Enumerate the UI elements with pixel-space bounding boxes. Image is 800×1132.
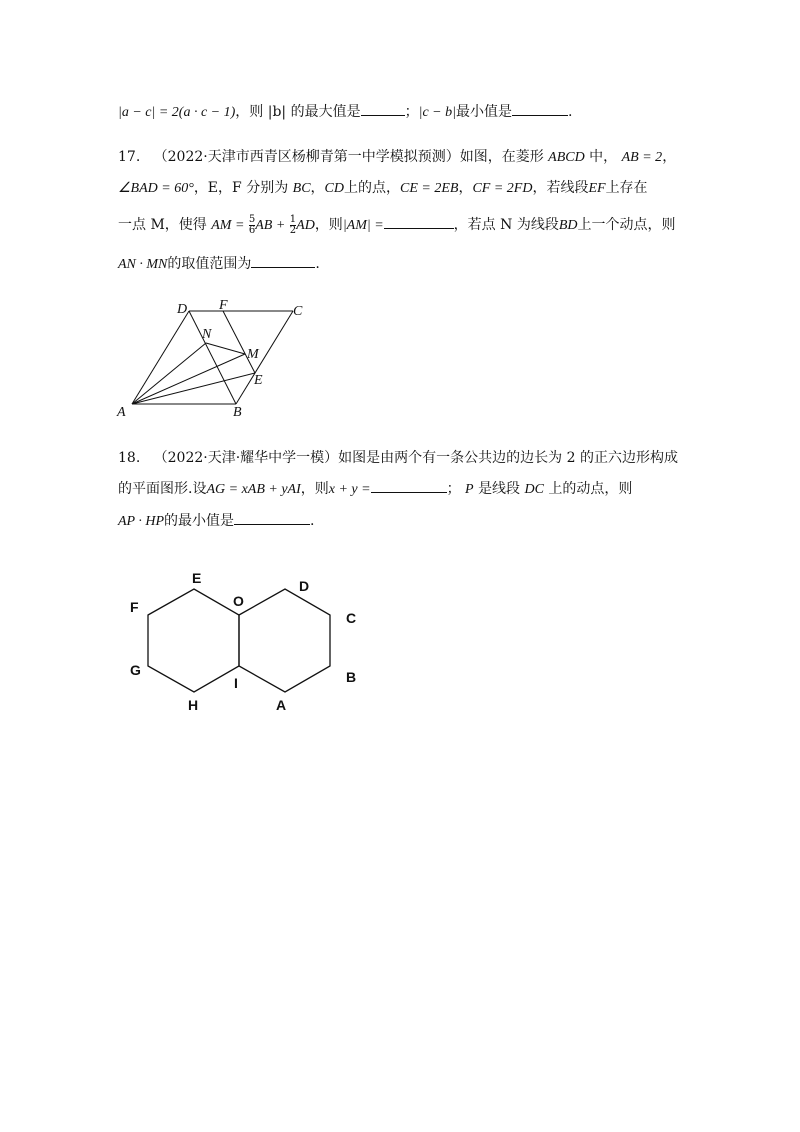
label-E: E	[192, 570, 202, 586]
q18-expr: AP · HP	[118, 514, 165, 529]
right-hexagon	[239, 589, 330, 692]
rhombus-figure	[115, 296, 315, 426]
q17-text: ，	[458, 180, 473, 196]
q17-rhombus: ABCD	[548, 150, 585, 165]
top-line	[118, 101, 572, 123]
q18-text: 如图是由两个有一条公共边的边长为 2 的正六边形构成	[338, 450, 678, 466]
q17-text: ，若线段	[532, 180, 589, 196]
q17-text: ，则	[314, 217, 343, 233]
frac-den: 6	[248, 224, 256, 236]
q17-line-2	[118, 178, 648, 199]
hexagon-figure	[120, 560, 380, 720]
q17-text: 的取值范围为	[167, 256, 252, 272]
q18-xy-expr: x + y =	[328, 482, 371, 497]
segment-NM	[206, 343, 245, 354]
label-E: E	[254, 373, 263, 388]
label-A: A	[117, 405, 126, 420]
q17-ad-term: AD	[296, 218, 315, 233]
q18-line-1	[118, 448, 678, 468]
q17-line-1	[118, 147, 676, 168]
q18-text: 的平面图形.设	[118, 481, 207, 497]
segment-BC	[236, 311, 293, 404]
label-F: F	[130, 599, 139, 615]
answer-blank	[384, 214, 454, 229]
q18-ag-expr: AG = xAB + yAI	[206, 482, 301, 497]
q17-bc: BC	[292, 181, 311, 196]
segment-FE	[223, 311, 255, 373]
label-D: D	[299, 578, 310, 594]
q17-text: ，	[662, 149, 677, 165]
label-C: C	[293, 304, 303, 319]
frac-den: 2	[289, 224, 297, 236]
q17-ab-term: AB +	[255, 218, 286, 233]
answer-blank	[361, 101, 405, 116]
label-I: I	[234, 675, 238, 691]
q17-bd: BD	[558, 218, 578, 233]
q17-source: （2022·天津市西青区杨柳青第一中学模拟预测）	[153, 149, 460, 165]
q18-dc: DC	[524, 482, 544, 497]
q18-text: 的最小值是	[164, 513, 235, 529]
q17-line-4	[118, 253, 320, 275]
label-H: H	[188, 697, 199, 713]
q18-line-3	[118, 510, 314, 532]
label-M: M	[247, 347, 259, 362]
answer-blank	[371, 478, 447, 493]
top-expr-2: |c − b|	[418, 105, 456, 120]
q17-number: 17.	[118, 149, 141, 165]
q17-text: ，若点 N 为线段	[453, 217, 559, 233]
q18-source: （2022·天津·耀华中学一模）	[153, 450, 339, 466]
answer-blank	[251, 253, 315, 268]
label-N: N	[202, 327, 212, 342]
q18-p: P	[465, 482, 474, 497]
q17-ce-eq: CE = 2EB	[400, 181, 459, 196]
top-text-1: ，则 |b| 的最大值是	[235, 104, 361, 120]
q18-text: 是线段	[478, 481, 521, 497]
label-C: C	[346, 610, 357, 626]
q17-am-lhs: AM =	[211, 218, 245, 233]
left-hexagon	[148, 589, 239, 692]
q17-text: 上存在	[605, 180, 648, 196]
q17-ef: EF	[588, 181, 606, 196]
top-end: .	[567, 104, 573, 120]
q17-cf-eq: CF = 2FD	[472, 181, 533, 196]
q18-text: ；	[446, 481, 461, 497]
top-text-2: 最小值是	[455, 104, 512, 120]
q18-number: 18.	[118, 450, 141, 466]
q17-am-abs: |AM| =	[342, 218, 384, 233]
q18-line-2	[118, 478, 632, 500]
label-O: O	[233, 593, 244, 609]
answer-blank	[234, 510, 310, 525]
segment-AM	[132, 354, 245, 404]
q17-text: .	[315, 256, 320, 272]
q17-cd: CD	[324, 181, 344, 196]
q17-text: 中，	[589, 149, 618, 165]
q17-expr: AN · MN	[118, 257, 168, 272]
segment-BD	[189, 311, 236, 404]
label-B: B	[346, 669, 357, 685]
q17-angle: ∠BAD = 60°	[118, 181, 194, 196]
q17-text: 一点 M，使得	[118, 217, 207, 233]
label-A: A	[276, 697, 287, 713]
label-G: G	[130, 662, 141, 678]
q18-text: .	[310, 513, 315, 529]
q18-text: ，则	[300, 481, 329, 497]
q17-text: ，E，F 分别为	[193, 180, 289, 196]
q17-ab-eq: AB = 2	[621, 150, 663, 165]
segment-AD	[132, 311, 189, 404]
q17-text: 上的点，	[344, 180, 400, 196]
q17-line-3	[118, 214, 676, 236]
label-B: B	[233, 405, 242, 420]
label-F: F	[219, 298, 228, 313]
label-D: D	[177, 302, 188, 317]
answer-blank	[512, 101, 568, 116]
q17-text: ，	[310, 180, 325, 196]
q17-text: 上一个动点，则	[577, 217, 676, 233]
frac-num: 1	[289, 213, 297, 225]
frac-num: 5	[248, 213, 256, 225]
q17-text: 如图，在菱形	[459, 149, 544, 165]
q18-text: 上的动点，则	[548, 481, 633, 497]
top-sep: ；	[404, 104, 419, 120]
top-expr-1: |a − c| = 2(a · c − 1)	[118, 105, 236, 120]
